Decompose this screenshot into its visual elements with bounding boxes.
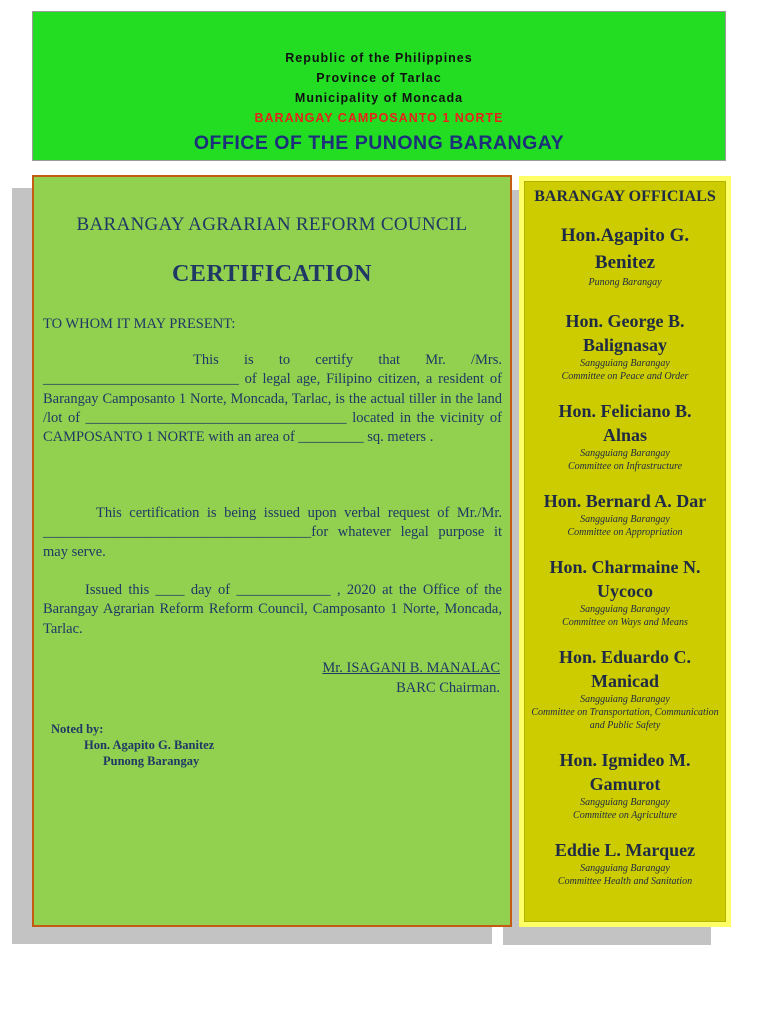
- paragraph-2-text: This certification is being issued upon verbal request of Mr./Mr. _____________________________________for whatever legal purpose it may serve.: [43, 505, 502, 560]
- official-role: Sangguiang Barangay: [580, 358, 670, 369]
- officials-title-text: BARANGAY OFFICIALS: [534, 188, 716, 205]
- official-entry: [525, 489, 725, 539]
- official-name: Hon. George B. Balignasay: [565, 311, 685, 355]
- official-role: Sangguiang Barangay: [580, 694, 670, 705]
- council-name: BARANGAY AGRARIAN REFORM COUNCIL: [76, 214, 468, 235]
- certification-paragraph-1: [43, 351, 502, 447]
- official-name: Hon. Charmaine N. Uycoco: [549, 557, 701, 601]
- official-name: Eddie L. Marquez: [554, 840, 696, 860]
- official-name: Hon.Agapito G. Benitez: [560, 225, 690, 273]
- paragraph-3-text: Issued this ____ day of _____________ , 2020 at the Office of the Barangay Agrarian Reform Reform Council, Camposanto 1 Norte, Moncada, Tarlac.: [43, 582, 502, 637]
- official-role: Sangguiang Barangay: [580, 448, 670, 459]
- noted-by-label: Noted by:: [51, 722, 104, 736]
- official-committee: Committee on Infrastructure: [567, 461, 683, 472]
- official-committee: Committee on Agriculture: [573, 810, 677, 821]
- certification-paragraph-2: [43, 504, 502, 562]
- official-entry: [525, 309, 725, 383]
- noted-by-name: Hon. Agapito G. Banitez: [84, 738, 215, 752]
- signature-block: [322, 658, 500, 698]
- signatory-name: Mr. ISAGANI B. MANALAC: [322, 660, 500, 676]
- official-committee: Committee on Appropriation: [567, 527, 683, 538]
- officials-title: [525, 186, 725, 207]
- certification-title: CERTIFICATION: [172, 261, 372, 287]
- official-entry: [525, 555, 725, 629]
- official-entry: [525, 399, 725, 473]
- officials-panel: [519, 176, 731, 927]
- salutation: TO WHOM IT MAY PRESENT:: [43, 316, 236, 332]
- official-role: Sangguiang Barangay: [580, 604, 670, 615]
- republic-line: Republic of the Philippines: [285, 51, 473, 65]
- official-entry: [525, 222, 725, 289]
- noted-by-block: [51, 721, 214, 769]
- official-role: Punong Barangay: [588, 277, 662, 288]
- office-title: OFFICE OF THE PUNONG BARANGAY: [193, 132, 565, 154]
- municipality-line: Municipality of Moncada: [294, 91, 464, 105]
- province-line: Province of Tarlac: [316, 71, 442, 85]
- official-name: Hon. Bernard A. Dar: [543, 491, 707, 511]
- official-role: Sangguiang Barangay: [580, 863, 670, 874]
- official-committee: Committee on Ways and Means: [562, 617, 688, 628]
- signatory-title: BARC Chairman.: [396, 680, 500, 696]
- official-committee: Committee Health and Sanitation: [557, 876, 693, 887]
- official-committee: Committee on Peace and Order: [561, 371, 689, 382]
- official-entry: [525, 748, 725, 822]
- paragraph-1-text: This is to certify that Mr. /Mrs. ___________________________ of legal age, Filipino citizen, a resident of Barangay Camposanto 1 Norte, Moncada, Tarlac, is the actual tiller in the land /lot of ____________________________________ located in the vicinity of CAMPOSANTO 1 NORTE with an area of _________ sq. meters .: [43, 352, 502, 446]
- certification-paragraph-3: [43, 581, 502, 639]
- letterhead: [32, 11, 726, 161]
- official-entry: [525, 645, 725, 732]
- official-committee: Committee on Transportation, Communication and Public Safety: [531, 707, 719, 731]
- official-role: Sangguiang Barangay: [580, 797, 670, 808]
- noted-by-title: Punong Barangay: [103, 754, 200, 768]
- official-entry: [525, 838, 725, 888]
- official-role: Sangguiang Barangay: [580, 514, 670, 525]
- barangay-line: BARANGAY CAMPOSANTO 1 NORTE: [254, 111, 504, 125]
- officials-list: [524, 181, 726, 922]
- official-name: Hon. Eduardo C. Manicad: [558, 647, 692, 691]
- official-name: Hon. Feliciano B. Alnas: [558, 401, 692, 445]
- official-name: Hon. Igmideo M. Gamurot: [559, 750, 691, 794]
- certification-panel: [32, 175, 512, 927]
